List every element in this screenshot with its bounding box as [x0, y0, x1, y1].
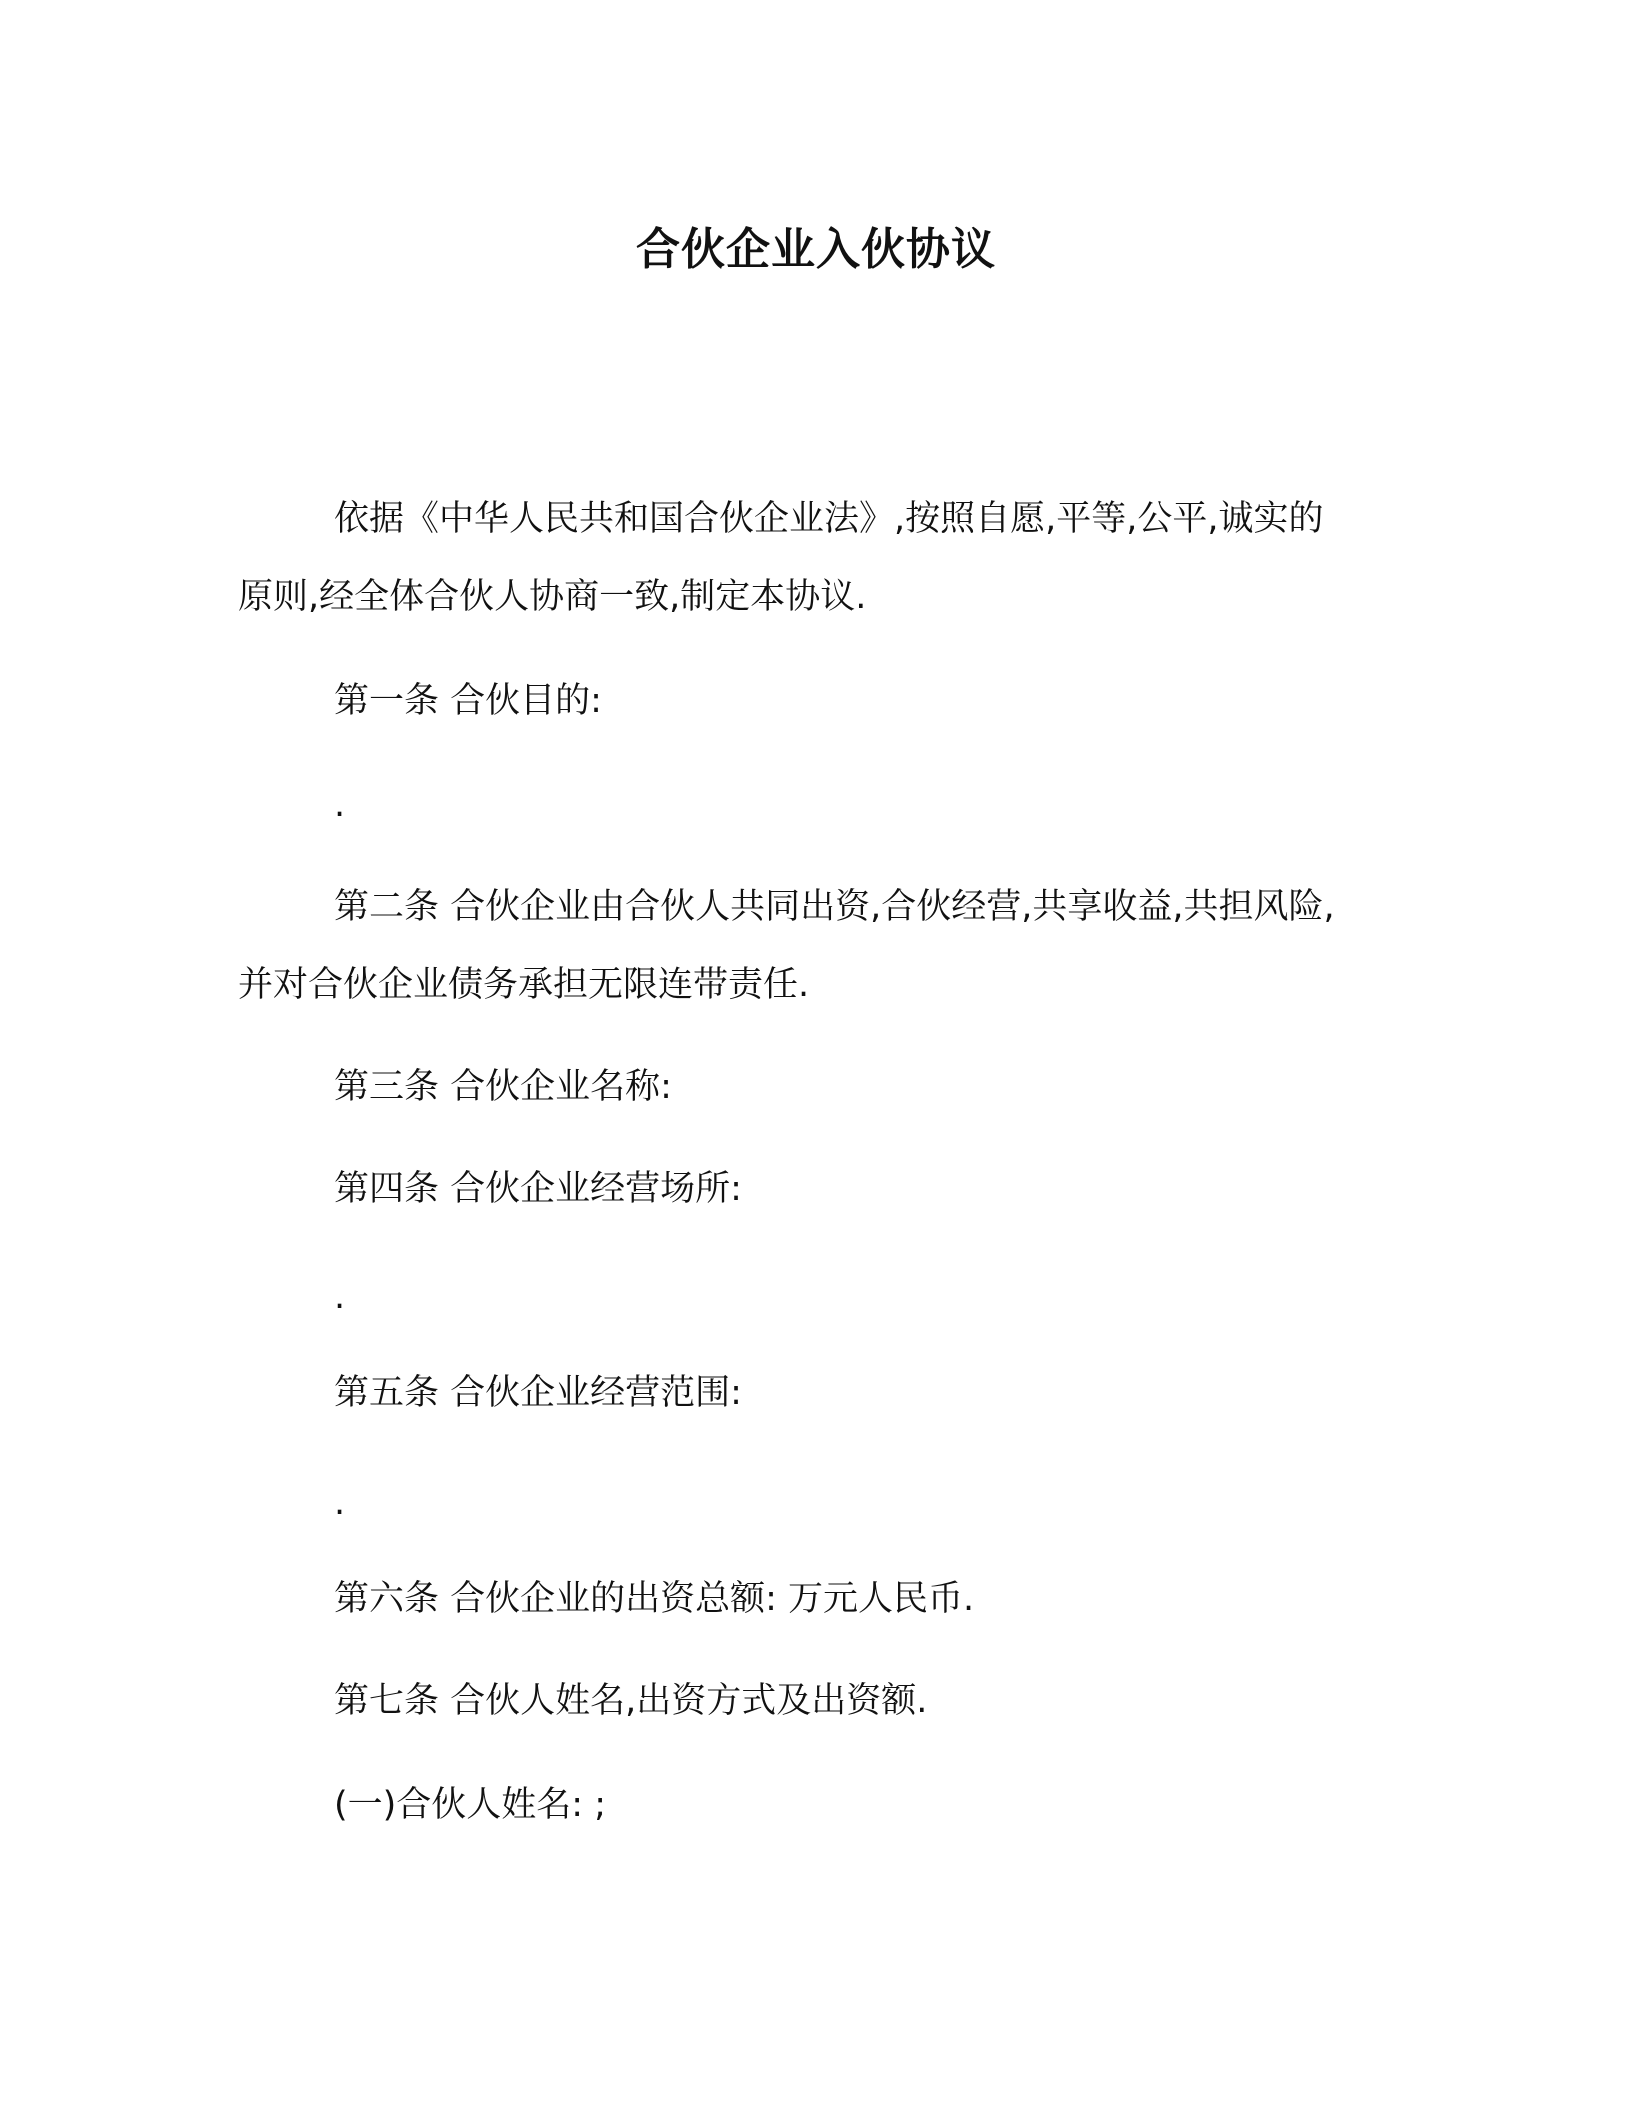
article-7-text: 第七条 合伙人姓名,出资方式及出资额. — [334, 1681, 928, 1721]
article-4 — [238, 1150, 1398, 1228]
intro-line-1: 依据《中华人民共和国合伙企业法》,按照自愿,平等,公平,诚实的 — [334, 499, 1324, 539]
article-5 — [238, 1354, 1398, 1432]
intro-paragraph — [238, 480, 1398, 636]
article-4-placeholder: . — [334, 1277, 346, 1317]
article-7-item-1 — [238, 1766, 1398, 1844]
article-5-placeholder: . — [334, 1483, 346, 1523]
article-1 — [238, 662, 1398, 740]
article-2-line-2: 并对合伙企业债务承担无限连带责任. — [238, 965, 810, 1005]
article-7 — [238, 1662, 1398, 1740]
document-title: 合伙企业入伙协议 — [636, 224, 996, 275]
article-1-placeholder: . — [334, 785, 346, 825]
article-1-text: 第一条 合伙目的: — [334, 681, 602, 721]
article-2 — [238, 868, 1398, 1024]
article-2-line-1: 第二条 合伙企业由合伙人共同出资,合伙经营,共享收益,共担风险, — [334, 887, 1335, 927]
article-6 — [238, 1560, 1398, 1638]
article-3 — [238, 1048, 1398, 1126]
article-5-text: 第五条 合伙企业经营范围: — [334, 1373, 742, 1413]
article-4-text: 第四条 合伙企业经营场所: — [334, 1169, 742, 1209]
item-1-text: (一)合伙人姓名: ; — [334, 1785, 607, 1825]
article-6-text: 第六条 合伙企业的出资总额: 万元人民币. — [334, 1579, 975, 1619]
intro-line-2: 原则,经全体合伙人协商一致,制定本协议. — [238, 577, 867, 617]
article-3-text: 第三条 合伙企业名称: — [334, 1067, 672, 1107]
